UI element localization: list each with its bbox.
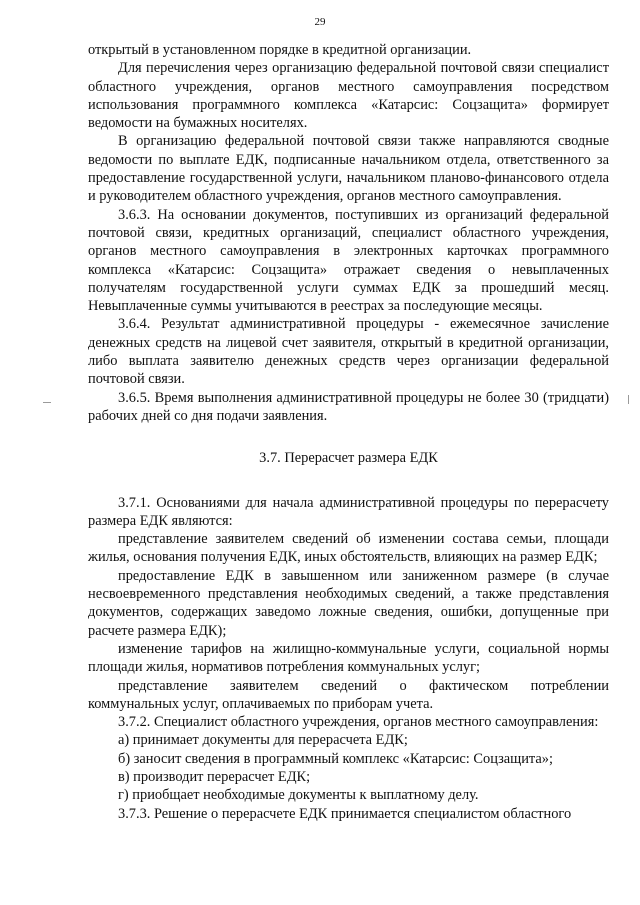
page-number: 29: [314, 16, 326, 28]
paragraph: открытый в установленном порядке в кредитной организации.: [88, 42, 472, 58]
paragraph: 3.7.2. Специалист областного учреждения, органов местного самоуправления:: [118, 714, 599, 731]
paragraph: изменение тарифов на жилищно-коммунальные услуги, социальной нормы площади жилья, нормативов потребления коммунальных услуг;: [88, 640, 609, 676]
paragraph: 3.6.4. Результат административной процедуры - ежемесячное зачисление денежных средств на лицевой счет заявителя, открытый в кредитной организации, либо выплата заявителю денежных средств через организации федеральной почтовой связи.: [88, 316, 609, 388]
paragraph: 3.7.3. Решение о перерасчете ЕДК принимается специалистом областного: [118, 805, 572, 822]
right-margin-mark: [628, 395, 629, 404]
section-heading: 3.7. Перерасчет размера ЕДК: [259, 450, 438, 467]
paragraph: представление заявителем сведений об изменении состава семьи, площади жилья, основания получения ЕДК, иных обстоятельств, влияющих на размер ЕДК;: [88, 531, 609, 566]
paragraph: представление заявителем сведений о фактическом потреблении коммунальных услуг, оплачиваемых по приборам учета.: [88, 677, 609, 712]
paragraph: 3.6.3. На основании документов, поступивших из организаций федеральной почтовой связи, кредитных организаций, специалист областного учреждения, органов местного самоуправления в электронных карточках программного комплекса «Катарсис: Соцзащита» отражает сведения о невыплаченных получателям государственной услуги суммах ЕДК за прошедший месяц. Невыплаченные суммы учитываются в реестрах за последующие месяцы.: [88, 206, 609, 315]
list-item: а) принимает документы для перерасчета ЕДК;: [118, 732, 408, 749]
paragraph: 3.6.5. Время выполнения административной процедуры не более 30 (тридцати) рабочих дней со дня подачи заявления.: [88, 389, 609, 424]
list-item: г) приобщает необходимые документы к выплатному делу.: [118, 787, 479, 804]
list-item: б) заносит сведения в программный комплекс «Катарсис: Соцзащита»;: [118, 750, 553, 767]
paragraph: Для перечисления через организацию федеральной почтовой связи специалист областного учреждения, органов местного самоуправления посредством использования программного комплекса «Катарсис: Соцзащита» формирует ведомости на бумажных носителях.: [88, 60, 609, 132]
left-margin-mark: [43, 402, 51, 403]
paragraph: 3.7.1. Основаниями для начала административной процедуры по перерасчету размера ЕДК являются:: [88, 494, 609, 529]
document-body: [88, 41, 609, 823]
paragraph: В организацию федеральной почтовой связи также направляются сводные ведомости по выплате ЕДК, подписанные начальником отдела, ответственного за предоставление государственной услуги, начальником планово-финансового отдела и руководителем областного учреждения, органов местного самоуправления.: [88, 133, 609, 205]
paragraph: предоставление ЕДК в завышенном или заниженном размере (в случае несвоевременного представления необходимых сведений, а также представления документов, содержащих заведомо ложные сведения, ошибки, допущенные при расчете размера ЕДК);: [88, 567, 609, 639]
list-item: в) производит перерасчет ЕДК;: [118, 768, 311, 785]
